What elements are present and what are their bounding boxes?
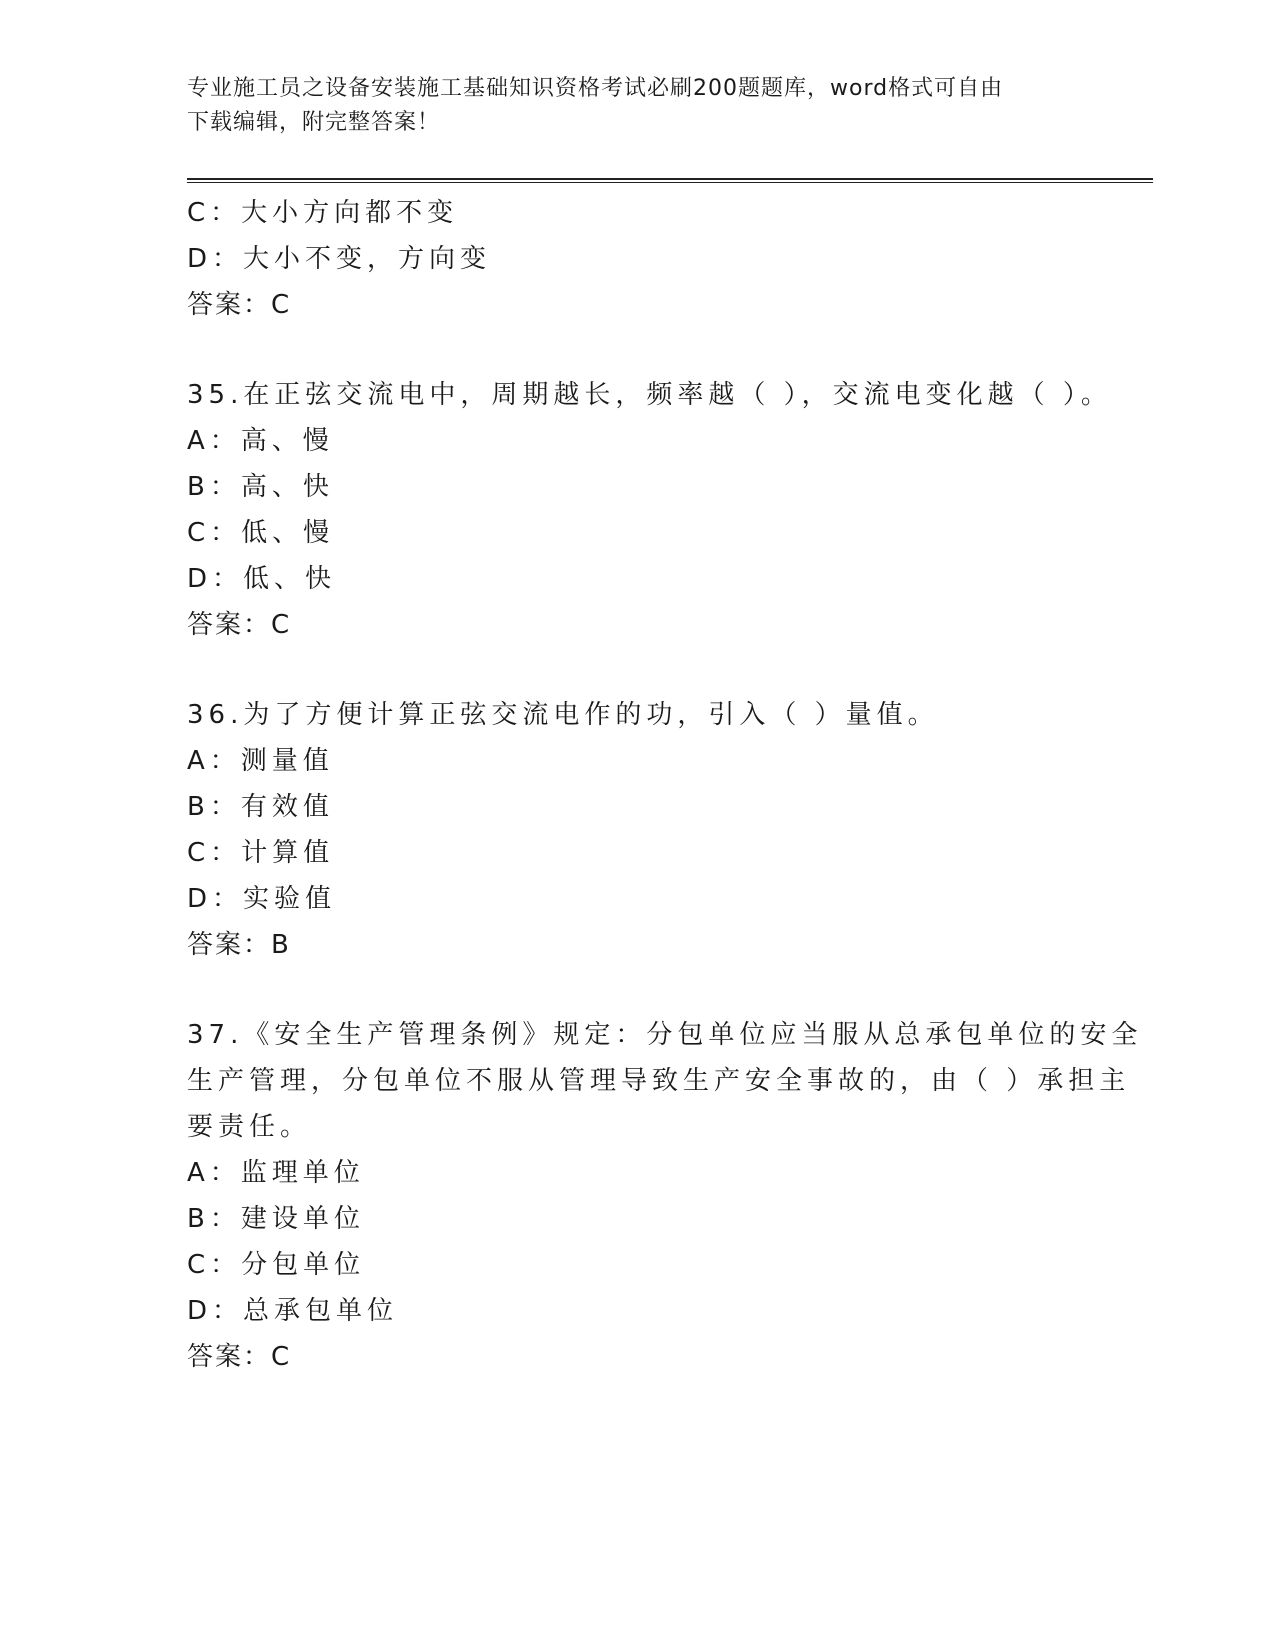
option-b: B：高、快: [187, 472, 334, 502]
question-37: [187, 1012, 1143, 1380]
option-b: B：建设单位: [187, 1204, 365, 1234]
option-c: C：低、慢: [187, 518, 335, 548]
header-divider: [187, 178, 1153, 183]
option-b: B：有效值: [187, 792, 334, 822]
option-d: D：低、快: [187, 564, 337, 594]
question-34-tail: [187, 190, 1087, 328]
answer-line: 答案：B: [187, 930, 291, 960]
question-stem-line-2: 生产管理，分包单位不服从管理导致生产安全事故的，由（ ）承担主: [187, 1066, 1131, 1096]
answer-line: 答案：C: [187, 290, 292, 320]
option-c: C：大小方向都不变: [187, 198, 459, 228]
option-d: D：实验值: [187, 884, 337, 914]
header-line-2: 下载编辑，附完整答案！: [187, 110, 441, 135]
option-d: D：总承包单位: [187, 1296, 399, 1326]
document-body: [187, 190, 1143, 1380]
question-stem-line-3: 要责任。: [187, 1112, 312, 1142]
question-35: [187, 372, 1112, 648]
option-a: A：监理单位: [187, 1158, 365, 1188]
option-c: C：计算值: [187, 838, 335, 868]
option-a: A：高、慢: [187, 426, 334, 456]
answer-line: 答案：C: [187, 1342, 292, 1372]
document-header: [187, 72, 1067, 140]
question-stem: 35.在正弦交流电中，周期越长，频率越（ ），交流电变化越（ ）。: [187, 380, 1112, 410]
header-line-1: 专业施工员之设备安装施工基础知识资格考试必刷200题题库，word格式可自由: [187, 76, 1004, 101]
question-36: [187, 692, 1087, 968]
question-stem: 36.为了方便计算正弦交流电作的功，引入（ ）量值。: [187, 700, 939, 730]
question-stem-line-1: 37.《安全生产管理条例》规定：分包单位应当服从总承包单位的安全: [187, 1020, 1143, 1050]
option-c: C：分包单位: [187, 1250, 366, 1280]
option-d: D：大小不变，方向变: [187, 244, 492, 274]
answer-line: 答案：C: [187, 610, 292, 640]
option-a: A：测量值: [187, 746, 334, 776]
